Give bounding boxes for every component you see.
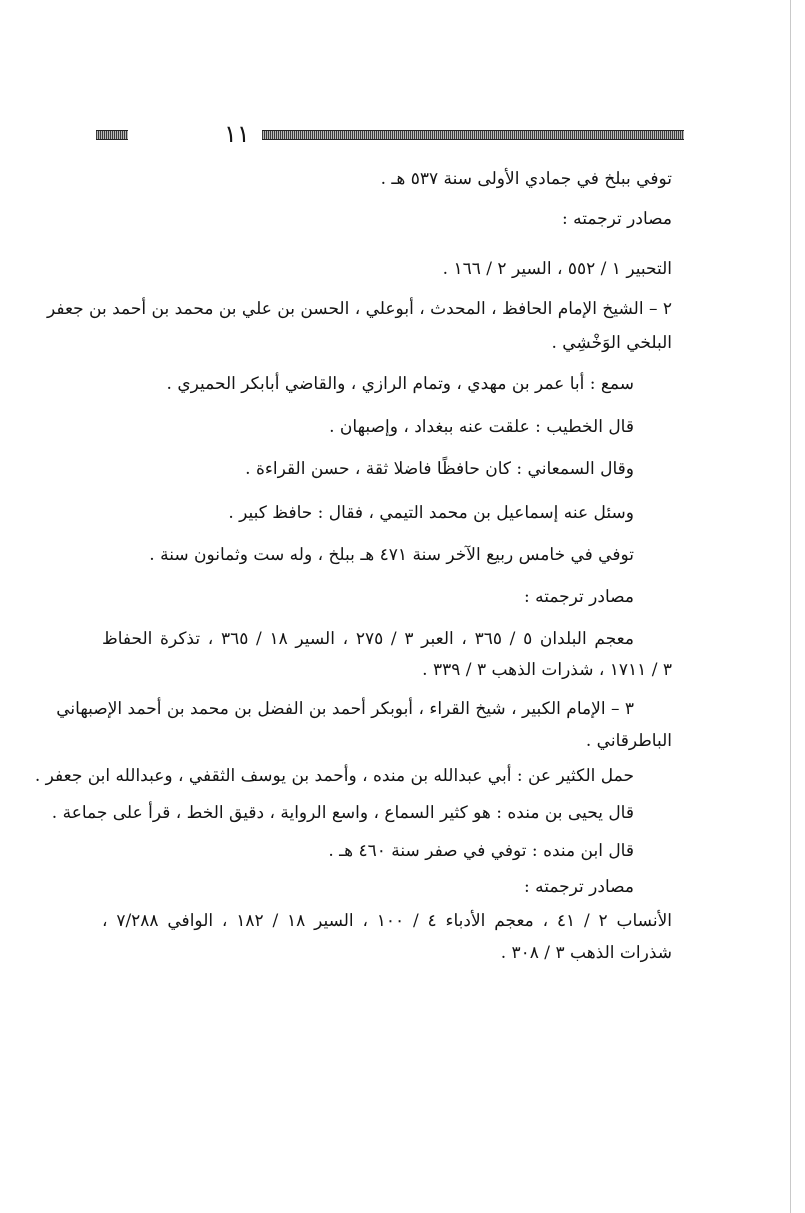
text-line: قال الخطيب : علقت عنه ببغداد ، وإصبهان .: [329, 417, 634, 437]
text-line: مصادر ترجمته :: [523, 877, 634, 897]
text-line: شذرات الذهب ٣ / ٣٠٨ .: [500, 943, 672, 963]
text-line: ٣ / ١٧١١ ، شذرات الذهب ٣ / ٣٣٩ .: [422, 660, 672, 680]
text-line: ٢ – الشيخ الإمام الحافظ ، المحدث ، أبوعلي ، الحسن بن علي بن محمد بن أحمد بن جعفر: [46, 299, 672, 319]
text-line: وقال السمعاني : كان حافظًا فاضلا ثقة ، حسن القراءة .: [245, 459, 634, 479]
page-number: ١١: [224, 120, 250, 148]
text-line: حمل الكثير عن : أبي عبدالله بن منده ، وأحمد بن يوسف الثقفي ، وعبدالله ابن جعفر .: [34, 766, 634, 786]
text-line: توفي في خامس ربيع الآخر سنة ٤٧١ هـ ببلخ ، وله ست وثمانون سنة .: [149, 545, 634, 565]
text-line: البلخي الوَخْشِي .: [551, 333, 672, 353]
text-line: قال يحيى بن منده : هو كثير السماع ، واسع الرواية ، دقيق الخط ، قرأ على جماعة .: [51, 803, 634, 823]
text-line: وسئل عنه إسماعيل بن محمد التيمي ، فقال : حافظ كبير .: [228, 503, 634, 523]
text-line: معجم البلدان ٥ / ٣٦٥ ، العبر ٣ / ٢٧٥ ، السير ١٨ / ٣٦٥ ، تذكرة الحفاظ: [102, 629, 634, 649]
text-line: مصادر ترجمته :: [561, 209, 672, 229]
text-line: قال ابن منده : توفي في صفر سنة ٤٦٠ هـ .: [328, 841, 634, 861]
text-line: الأنساب ٢ / ٤١ ، معجم الأدباء ٤ / ١٠٠ ، السير ١٨ / ١٨٢ ، الوافي ٧/٢٨٨ ،: [102, 911, 672, 931]
text-line: سمع : أبا عمر بن مهدي ، وتمام الرازي ، والقاضي أبابكر الحميري .: [166, 374, 634, 394]
text-line: توفي ببلخ في جمادي الأولى سنة ٥٣٧ هـ .: [380, 169, 672, 189]
text-line: مصادر ترجمته :: [523, 587, 634, 607]
text-line: الباطرقاني .: [585, 731, 672, 751]
text-line: ٣ – الإمام الكبير ، شيخ القراء ، أبوبكر أحمد بن الفضل بن محمد بن أحمد الإصبهاني: [56, 699, 634, 719]
text-line: التحبير ١ / ٥٥٢ ، السير ٢ / ١٦٦ .: [442, 259, 672, 279]
